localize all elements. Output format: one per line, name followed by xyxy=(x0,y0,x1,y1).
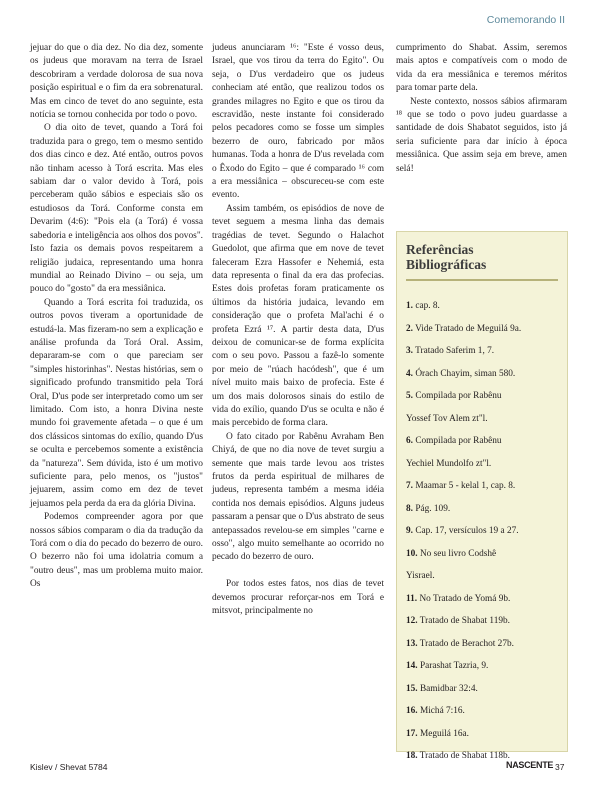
paragraph: Quando a Torá escrita foi traduzida, os outros povos tiveram a oportunidade de estudá-la. Mas fizeram-no sem a explicação e análise profunda da Torá Oral. Assim, depararam-se com o que pareciam ser "simples historinhas". Nestas histórias, sem o significado profundo transmitido pela Torá Oral, D'us pode ser interpretado como um ser limitado. Com isto, a honra Divina neste mundo foi gravemente afetada – o que é um dos clássicos sintomas do exílio, quando D'us se oculta e percebemos somente a existência da "natureza". Sem dúvida, isto é um motivo suficiente para, pelo menos, os "justos" jejuarem, assim como em dez de tevet jejuamos pela perda da era da glória Divina. xyxy=(30,297,203,509)
reference-item xyxy=(406,475,558,498)
paragraph: O dia oito de tevet, quando a Torá foi traduzida para o grego, tem o mesmo sentido dos dias cinco e dez. Até então, outros povos não tinham acesso à Torá escrita. Mas eles sabiam dar o valor devido à Torá, pois perceberam quão sábios e especiais são os estudiosos da Torá. Conforme consta em Devarim (4:6): "Pois ela (a Torá) é vossa sabedoria e inteligência aos olhos dos povos". Isto fazia os demais povos respeitarem a religião judaica, representando uma honra mundial ao Reinado Divino – ou seja, um pouco do "gosto" da era messiânica. xyxy=(30,123,203,295)
reference-number: 3. xyxy=(406,346,413,356)
paragraph: Podemos compreender agora por que nossos sábios comparam o dia da tradução da Torá com o dia do pecado do bezerro de ouro. O bezerro não foi uma idolatria comum a "outro deus", mas um problema muito maior. Os xyxy=(30,512,203,590)
magazine-logo: NASCENTE xyxy=(506,760,554,770)
reference-item xyxy=(406,723,558,746)
reference-text: Maamar 5 - kelal 1, cap. 8. xyxy=(415,481,516,491)
reference-text: Tratado de Berachot 27b. xyxy=(419,638,514,649)
reference-number: 18. xyxy=(406,751,418,761)
reference-item xyxy=(406,588,558,611)
reference-text: Pág. 109. xyxy=(415,503,451,514)
reference-item xyxy=(406,408,558,431)
reference-text: Compilada por Rabênu xyxy=(415,391,502,401)
reference-number: 12. xyxy=(406,616,418,626)
reference-number: 11. xyxy=(406,593,418,604)
paragraph: jejuar do que o dia dez. No dia dez, somente os judeus que moravam na terra de Israel descobriram a verdade dolorosa de sua nova posição espiritual e o fim da era sobrenatural. Mas em cinco de tevet do ano seguinte, esta notícia se tornou conhecida por todo o povo. xyxy=(30,43,203,121)
paragraph: judeus anunciaram ¹⁶: "Este é vosso deus, Israel, que vos tirou da terra do Egito". Ou seja, o D'us verdadeiro que os judeus conheciam até então, que realizou todos os grandes milagres no Egito e que os tirou da escravidão, neste instante foi considerado pelos pecadores como se fosse um simples bezerro de ouro, fabricado por mãos humanas. Toda a honra de D'us revelada com o Êxodo do Egito – que é comparado ¹⁶ com a era messiânica – obscureceu-se com este evento. xyxy=(212,43,384,201)
reference-item xyxy=(406,520,558,543)
reference-text: No Tratado de Yomá 9b. xyxy=(419,593,511,604)
text-column-3 xyxy=(396,42,567,176)
reference-number: 15. xyxy=(406,683,418,694)
reference-number: 1. xyxy=(406,301,413,311)
reference-number: 8. xyxy=(406,503,413,514)
reference-number: 9. xyxy=(406,526,413,536)
text-column-2 xyxy=(212,42,384,618)
reference-number: 4. xyxy=(406,368,413,379)
reference-item xyxy=(406,543,558,566)
reference-number: 14. xyxy=(406,661,418,671)
reference-text: Tratado de Shabat 119b. xyxy=(419,616,510,626)
reference-text: Bamidbar 32:4. xyxy=(419,683,478,694)
reference-number: 6. xyxy=(406,436,413,446)
reference-text: Parashat Tazria, 9. xyxy=(419,661,489,671)
reference-text: No seu livro Codshê xyxy=(419,548,497,559)
reference-text: Tratado Saferim 1, 7. xyxy=(415,346,495,356)
reference-item xyxy=(406,430,558,453)
references-box xyxy=(396,231,568,761)
reference-text: Órach Chayim, siman 580. xyxy=(415,368,516,379)
reference-item xyxy=(406,610,558,633)
reference-item xyxy=(406,565,558,588)
reference-item xyxy=(406,655,558,678)
reference-item xyxy=(406,700,558,723)
reference-text: Michá 7:16. xyxy=(419,706,465,716)
reference-number: 16. xyxy=(406,706,418,716)
reference-text: Meguilá 16a. xyxy=(419,728,470,739)
reference-number: 13. xyxy=(406,638,418,649)
reference-item xyxy=(406,318,558,341)
reference-number: 10. xyxy=(406,548,418,559)
paragraph: cumprimento do Shabat. Assim, seremos mais aptos e compatíveis com o modo de vida da era messiânica e teremos méritos para tomar parte dela. xyxy=(396,43,567,94)
reference-item xyxy=(406,295,558,318)
reference-text: Yossef Tov Alem zt"l. xyxy=(406,413,488,424)
reference-item xyxy=(406,385,558,408)
paragraph: Assim também, os episódios de nove de tevet seguem a mesma linha das demais tragédias de tevet. Segundo o Halachot Guedolot, que afirma que em nove de tevet faleceram Ezra Hassofer e Nehemiá, esta data representa o final da era das profecias. Estes dois profetas foram praticamente os últimos da história judaica, levando em consideração que o profeta Mal'achi é o profeta Ezrá ¹⁷. A partir desta data, D'us deixou de comunicar-se de forma explícita com o seu povo. Passou a fazê-lo somente por meio de "rúach hacódesh", que é um nível muito mais baixo de profecia. Este é um dos mais dolorosos sinais do estilo de vida do exílio, quando D'us se oculta e não é mais percebido de forma clara. xyxy=(212,203,384,429)
paragraph: O fato citado por Rabênu Avraham Ben Chiyá, de que no dia nove de tevet surgiu a semente que mais tarde levou aos tristes frutos da perda espiritual de milhares de judeus, representa também a mesma idéia contida nos demais episódios. Alguns judeus passaram a pensar que o D'us abstrato de seus antepassados revelou-se em simples "carne e osso", algo muito semelhante ao ocorrido no pecado do bezerro de ouro. xyxy=(212,431,384,563)
reference-item xyxy=(406,340,558,363)
reference-text: Cap. 17, versículos 19 a 27. xyxy=(415,526,519,536)
page-number: 37 xyxy=(555,762,565,772)
reference-number: 17. xyxy=(406,728,418,739)
section-title: Comemorando II xyxy=(486,14,565,26)
reference-text: Vide Tratado de Meguilá 9a. xyxy=(415,323,522,334)
reference-item xyxy=(406,678,558,701)
issue-label: Kislev / Shevat 5784 xyxy=(30,762,108,772)
references-divider xyxy=(406,279,558,281)
paragraph: Neste contexto, nossos sábios afirmaram ¹⁸ que se todo o povo judeu guardasse a santidade de dois Shabatot seguidos, isto já seria suficiente para dar início à época messiânica. Que assim seja em breve, amen selá! xyxy=(396,96,567,174)
reference-item xyxy=(406,498,558,521)
references-title-line1: Referências xyxy=(406,242,474,257)
references-title xyxy=(406,242,558,272)
references-list xyxy=(406,295,558,768)
text-column-1 xyxy=(30,42,203,592)
reference-item xyxy=(406,453,558,476)
reference-text: Compilada por Rabênu xyxy=(415,436,502,446)
reference-text: cap. 8. xyxy=(415,301,440,311)
reference-text: Yechiel Mundolfo zt"l. xyxy=(406,458,492,469)
reference-text: Tratado de Shabat 118b. xyxy=(419,751,510,761)
reference-item xyxy=(406,363,558,386)
reference-number: 7. xyxy=(406,481,413,491)
reference-item xyxy=(406,633,558,656)
reference-number: 5. xyxy=(406,391,413,401)
references-title-line2: Bibliográficas xyxy=(406,257,487,272)
reference-number: 2. xyxy=(406,323,413,334)
paragraph: Por todos estes fatos, nos dias de tevet devemos procurar reforçar-nos em Torá e mitsvot, principalmente no xyxy=(212,579,384,617)
reference-text: Yisrael. xyxy=(406,571,435,581)
